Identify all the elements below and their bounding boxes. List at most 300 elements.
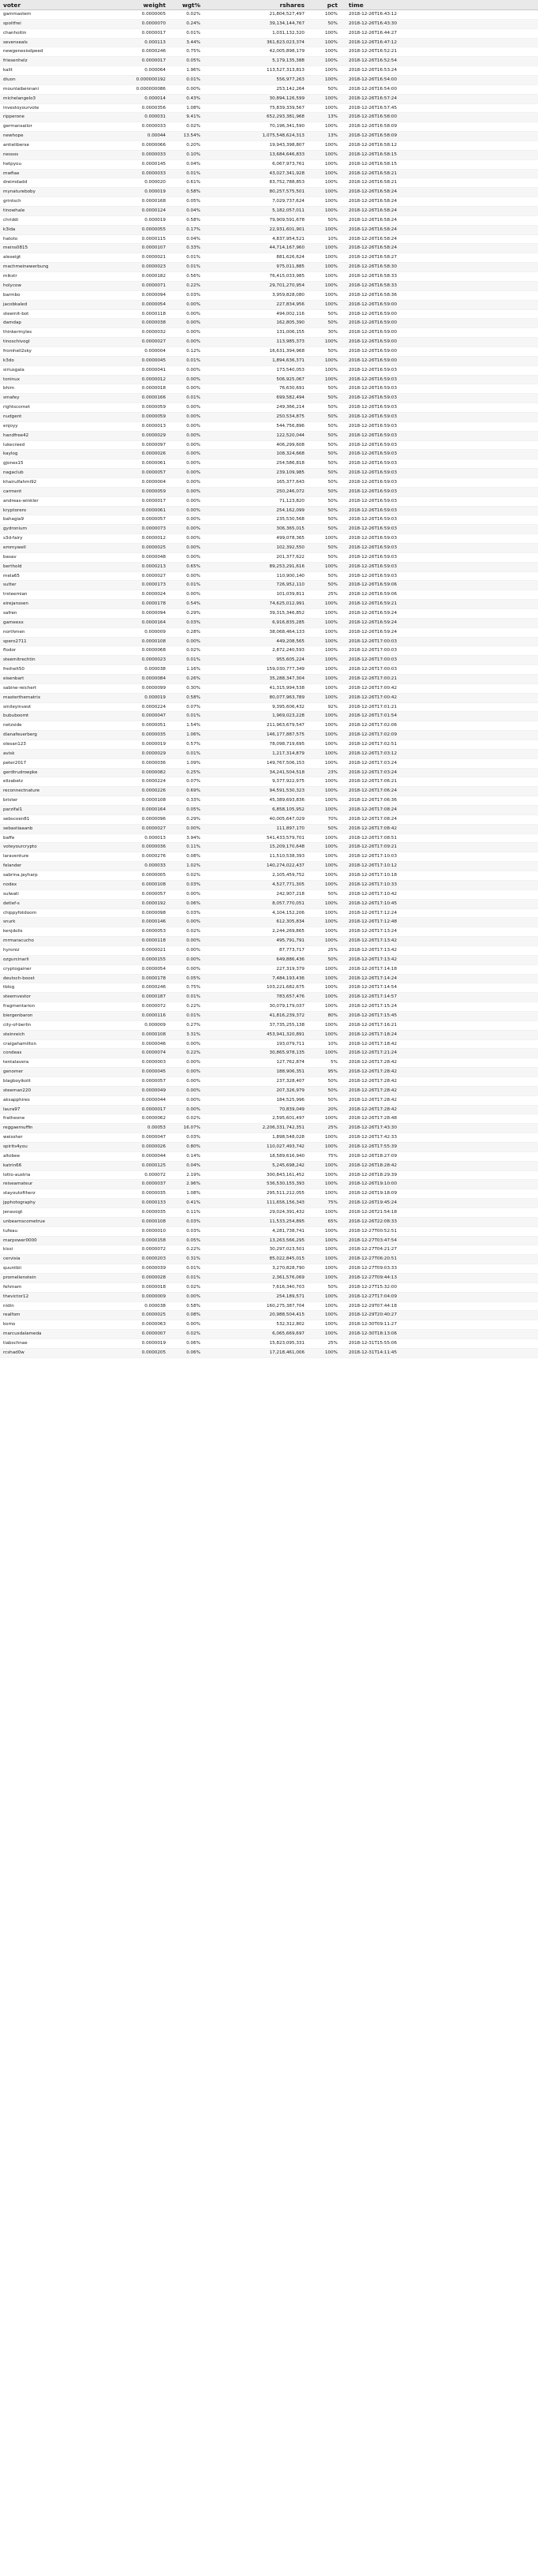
voter-cell[interactable]: dreimdadd [0, 178, 93, 188]
weight-cell: 0.00053 [93, 1124, 169, 1133]
voter-cell[interactable]: grintsch [0, 197, 93, 207]
voter-cell[interactable]: katrin66 [0, 1161, 93, 1170]
voter-cell[interactable]: spero2711 [0, 637, 93, 646]
table-row [0, 281, 538, 290]
table-row [0, 384, 538, 394]
pct-cell: 23% [308, 768, 341, 777]
voter-cell[interactable]: eirejanssen [0, 600, 93, 609]
voter-cell[interactable]: unbearnscometrue [0, 1217, 93, 1226]
pct-cell: 100% [308, 28, 341, 38]
rshares-cell: 4,281,738,741 [204, 1226, 308, 1236]
voter-cell[interactable]: steemitrechtin [0, 656, 93, 665]
voter-cell[interactable]: mounlaibennani [0, 84, 93, 94]
voter-cell[interactable]: masterthematrix [0, 693, 93, 702]
voter-cell[interactable]: rcshad0w [0, 1348, 93, 1357]
weight-cell: 0.0000059 [93, 403, 169, 413]
voter-cell[interactable]: ripperone [0, 113, 93, 122]
column-header-voter[interactable]: voter [0, 0, 93, 10]
weight-percent-cell: 3.44% [169, 38, 204, 47]
weight-cell: 0.0000108 [93, 880, 169, 889]
voter-cell[interactable]: nagaclub [0, 469, 93, 478]
rshares-cell: 18,589,616,940 [204, 1151, 308, 1161]
voter-cell[interactable]: toninux [0, 375, 93, 384]
weight-cell: 0.0000027 [93, 571, 169, 581]
voter-cell[interactable]: sebscoen81 [0, 814, 93, 824]
voter-cell[interactable]: flodor [0, 646, 93, 656]
voter-cell[interactable]: steemvestor [0, 993, 93, 1002]
voter-cell[interactable]: weissher [0, 1133, 93, 1143]
weight-percent-cell: 0.01% [169, 356, 204, 365]
voter-cell[interactable]: olesan123 [0, 740, 93, 750]
voter-cell[interactable]: kalit [0, 66, 93, 76]
rshares-cell: 43,027,341,928 [204, 169, 308, 178]
pct-cell: 100% [308, 10, 341, 20]
weight-cell: 0.0000047 [93, 712, 169, 721]
voter-cell[interactable]: diuon [0, 76, 93, 85]
voter-cell[interactable]: marcusdalameda [0, 1330, 93, 1339]
table-row [0, 94, 538, 103]
rshares-cell: 6,858,105,952 [204, 806, 308, 815]
rshares-cell: 1,969,023,228 [204, 712, 308, 721]
time-cell: 2018-12-26T17:14:54 [341, 983, 538, 993]
table-row [0, 600, 538, 609]
voter-cell[interactable]: thinkermyles [0, 328, 93, 338]
table-row [0, 609, 538, 619]
table-row [0, 487, 538, 496]
voter-cell[interactable]: tufeau [0, 1226, 93, 1236]
voter-cell[interactable]: eisenbart [0, 675, 93, 684]
table-row [0, 253, 538, 263]
weight-percent-cell: 0.03% [169, 1226, 204, 1236]
voter-cell[interactable]: trsteemian [0, 590, 93, 600]
rshares-cell: 70,839,049 [204, 1105, 308, 1114]
weight-percent-cell: 0.00% [169, 375, 204, 384]
weight-percent-cell: 0.33% [169, 796, 204, 806]
time-cell: 2018-12-27T17:04:09 [341, 1292, 538, 1301]
voter-cell[interactable]: bhim [0, 384, 93, 394]
weight-percent-cell: 0.00% [169, 384, 204, 394]
voter-cell[interactable]: gjones15 [0, 459, 93, 469]
table-row [0, 66, 538, 76]
voter-cell[interactable]: holycow [0, 281, 93, 290]
voter-cell[interactable]: biergenbaron [0, 1011, 93, 1020]
weight-cell: 0.0000057 [93, 515, 169, 525]
weight-percent-cell: 0.01% [169, 1011, 204, 1020]
weight-percent-cell: 0.02% [169, 1330, 204, 1339]
voter-cell[interactable]: mikstr [0, 272, 93, 282]
time-cell: 2018-12-26T16:59:03 [341, 450, 538, 459]
time-cell: 2018-12-26T16:59:03 [341, 469, 538, 478]
weight-percent-cell: 0.00% [169, 1292, 204, 1301]
voter-cell[interactable]: jacobkaled [0, 300, 93, 309]
voter-cell[interactable]: sutter [0, 581, 93, 590]
table-row [0, 1076, 538, 1086]
voter-cell[interactable]: deutsch-boost [0, 974, 93, 983]
voter-cell[interactable]: tinowhale [0, 207, 93, 216]
table-row [0, 731, 538, 740]
voter-cell[interactable]: mela65 [0, 571, 93, 581]
voter-cell[interactable]: meins0815 [0, 244, 93, 253]
voter-cell[interactable]: hatoto [0, 234, 93, 244]
voter-cell[interactable]: kenjdolis [0, 927, 93, 937]
rshares-cell: 536,530,155,393 [204, 1180, 308, 1189]
time-cell: 2018-12-26T17:00:21 [341, 675, 538, 684]
voter-cell[interactable]: nidin [0, 1301, 93, 1311]
voter-cell[interactable]: stayoutoftherz [0, 1189, 93, 1199]
voter-cell[interactable]: freihelt50 [0, 665, 93, 675]
voter-cell[interactable]: berthold [0, 562, 93, 571]
voter-cell[interactable]: thevictor12 [0, 1292, 93, 1301]
weight-percent-cell: 0.29% [169, 814, 204, 824]
weight-percent-cell: 1.16% [169, 665, 204, 675]
voter-cell[interactable]: andreas-winkler [0, 496, 93, 506]
weight-percent-cell: 0.02% [169, 1282, 204, 1292]
table-row [0, 225, 538, 234]
voter-cell[interactable]: fromhell2sky [0, 346, 93, 356]
voter-cell[interactable]: safren [0, 609, 93, 619]
voter-cell[interactable]: s3d-fairy [0, 534, 93, 544]
voter-cell[interactable]: sabine-reichert [0, 683, 93, 693]
voter-cell[interactable]: friesenhelz [0, 57, 93, 66]
time-cell: 2018-12-26T16:59:00 [341, 338, 538, 347]
voter-cell[interactable]: northmen [0, 627, 93, 637]
voter-cell[interactable]: chanhoitin [0, 28, 93, 38]
voter-cell[interactable]: mynatureboby [0, 188, 93, 197]
weight-percent-cell: 2.96% [169, 1180, 204, 1189]
pct-cell: 100% [308, 562, 341, 571]
weight-cell: 0.0000164 [93, 806, 169, 815]
voter-cell[interactable]: carment [0, 487, 93, 496]
voter-cell[interactable]: rightscornet [0, 403, 93, 413]
voter-cell[interactable]: komo [0, 1320, 93, 1330]
voter-cell[interactable]: damdap [0, 319, 93, 328]
weight-cell: 0.0000182 [93, 272, 169, 282]
voter-cell[interactable]: elizabetz [0, 777, 93, 787]
voter-cell[interactable]: city-of-berlin [0, 1020, 93, 1030]
table-row [0, 197, 538, 207]
weight-percent-cell: 0.00% [169, 590, 204, 600]
voter-cell[interactable]: cryptogainer [0, 964, 93, 974]
voter-cell[interactable]: smafey [0, 394, 93, 403]
table-row [0, 768, 538, 777]
weight-percent-cell: 0.00% [169, 552, 204, 562]
voter-cell[interactable]: reggaemuffin [0, 1124, 93, 1133]
voter-cell[interactable]: michelangelo3 [0, 94, 93, 103]
weight-cell: 0.0000224 [93, 777, 169, 787]
voter-cell[interactable]: machmeinewerbung [0, 263, 93, 272]
time-cell: 2018-12-31T15:55:06 [341, 1339, 538, 1349]
table-row [0, 328, 538, 338]
table-row [0, 1208, 538, 1218]
pct-cell: 100% [308, 693, 341, 702]
table-row [0, 955, 538, 964]
voter-cell[interactable]: alexeigt [0, 253, 93, 263]
time-cell: 2018-12-26T17:10:33 [341, 880, 538, 889]
voter-cell[interactable]: kissi [0, 1245, 93, 1255]
pct-cell: 100% [308, 740, 341, 750]
voter-cell[interactable]: gydronium [0, 525, 93, 534]
table-row [0, 833, 538, 843]
pct-cell: 50% [308, 581, 341, 590]
voter-cell[interactable]: nodex [0, 880, 93, 889]
voter-cell[interactable]: newgenesisdpeed [0, 47, 93, 57]
weight-cell: 0.000064 [93, 66, 169, 76]
time-cell: 2018-12-27T03:47:54 [341, 1236, 538, 1245]
pct-cell: 50% [308, 1076, 341, 1086]
voter-cell[interactable]: peter2017 [0, 758, 93, 768]
voter-cell[interactable]: mrmaracucho [0, 937, 93, 946]
voter-cell[interactable]: kryptorero [0, 506, 93, 515]
table-row [0, 477, 538, 487]
pct-cell: 100% [308, 300, 341, 309]
rshares-cell: 6,067,973,761 [204, 159, 308, 169]
voter-cell[interactable]: spoitfrei [0, 19, 93, 28]
voter-cell[interactable]: hyroniz [0, 945, 93, 955]
voter-cell[interactable]: newhope [0, 132, 93, 141]
voter-cell[interactable]: bahagia9 [0, 515, 93, 525]
weight-cell: 0.0000028 [93, 1274, 169, 1283]
weight-cell: 0.0000035 [93, 1189, 169, 1199]
voter-cell[interactable]: tiabschnae [0, 1339, 93, 1349]
table-row [0, 983, 538, 993]
voter-cell[interactable]: k3do [0, 356, 93, 365]
weight-cell: 0.0000007 [93, 1330, 169, 1339]
voter-cell[interactable]: steemit-bot [0, 309, 93, 319]
voter-cell[interactable]: kaylog [0, 450, 93, 459]
weight-cell: 0.0000041 [93, 365, 169, 375]
voter-cell[interactable]: mwfiae [0, 169, 93, 178]
weight-percent-cell: 0.01% [169, 1264, 204, 1274]
table-row [0, 356, 538, 365]
weight-percent-cell: 0.02% [169, 871, 204, 881]
voter-cell[interactable]: promelienstein [0, 1274, 93, 1283]
column-header-weight[interactable]: weight [93, 0, 169, 10]
weight-cell: 0.0000005 [93, 10, 169, 20]
voter-cell[interactable]: siriusgala [0, 365, 93, 375]
voter-cell[interactable]: altobee [0, 1151, 93, 1161]
rshares-cell: 80,077,963,789 [204, 693, 308, 702]
pct-cell: 50% [308, 403, 341, 413]
table-row [0, 421, 538, 431]
voter-cell[interactable]: blagboyikott [0, 1076, 93, 1086]
weight-cell: 0.0000035 [93, 1208, 169, 1218]
time-cell: 2018-12-26T16:58:09 [341, 122, 538, 132]
rshares-cell: 110,900,140 [204, 571, 308, 581]
voter-cell[interactable]: jenavogt [0, 1208, 93, 1218]
rshares-cell: 13,263,566,295 [204, 1236, 308, 1245]
voter-cell[interactable]: sevenseals [0, 38, 93, 47]
voter-cell[interactable]: voteyourcrypto [0, 843, 93, 852]
voter-cell[interactable]: avisk [0, 749, 93, 758]
voter-cell[interactable]: dianafeuerberg [0, 731, 93, 740]
time-cell: 2018-12-26T16:58:24 [341, 188, 538, 197]
table-row [0, 843, 538, 852]
rshares-cell: 361,823,023,374 [204, 38, 308, 47]
weight-percent-cell: 1.08% [169, 103, 204, 113]
rshares-cell: 102,392,550 [204, 543, 308, 552]
pct-cell: 100% [308, 253, 341, 263]
pct-cell: 50% [308, 543, 341, 552]
voter-cell[interactable]: aksapphires [0, 1095, 93, 1105]
time-cell: 2018-12-26T17:14:18 [341, 964, 538, 974]
rshares-cell: 122,520,044 [204, 431, 308, 440]
rshares-cell: 699,582,494 [204, 394, 308, 403]
table-row [0, 618, 538, 627]
rshares-cell: 6,916,835,285 [204, 618, 308, 627]
voter-cell[interactable]: sabrina.jayharp [0, 871, 93, 881]
weight-cell: 0.0000048 [93, 552, 169, 562]
time-cell: 2018-12-26T17:13:42 [341, 937, 538, 946]
time-cell: 2018-12-26T16:59:03 [341, 394, 538, 403]
voter-cell[interactable]: craigahamilton [0, 1039, 93, 1049]
pct-cell: 100% [308, 1049, 341, 1058]
weight-cell: 0.0000074 [93, 1049, 169, 1058]
rshares-cell: 7,484,193,436 [204, 974, 308, 983]
time-cell: 2018-12-26T16:59:03 [341, 552, 538, 562]
pct-cell: 50% [308, 309, 341, 319]
voter-cell[interactable]: lukecreed [0, 440, 93, 450]
table-row [0, 375, 538, 384]
weight-percent-cell: 0.04% [169, 159, 204, 169]
voter-cell[interactable]: tinoschivogl [0, 338, 93, 347]
voter-cell[interactable]: tentalavera [0, 1058, 93, 1068]
pct-cell: 13% [308, 132, 341, 141]
weight-percent-cell: 0.03% [169, 618, 204, 627]
time-cell: 2018-12-26T17:03:24 [341, 768, 538, 777]
voter-cell[interactable]: gerdtrudroepke [0, 768, 93, 777]
rshares-cell: 227,319,379 [204, 964, 308, 974]
voter-cell[interactable]: sulwati [0, 889, 93, 899]
voter-cell[interactable]: cervisia [0, 1255, 93, 1264]
voter-cell[interactable]: hetpyou [0, 159, 93, 169]
voter-cell[interactable]: tblog [0, 983, 93, 993]
voter-cell[interactable]: gammastern [0, 10, 93, 20]
weight-percent-cell: 0.06% [169, 1339, 204, 1349]
voter-cell[interactable]: baffe [0, 833, 93, 843]
voter-cell[interactable]: condeas [0, 1049, 93, 1058]
time-cell: 2018-12-26T17:06:24 [341, 787, 538, 796]
voter-cell[interactable]: lotto-austria [0, 1170, 93, 1180]
voter-cell[interactable]: investoyourvote [0, 103, 93, 113]
time-cell: 2018-12-26T17:00:03 [341, 646, 538, 656]
rshares-cell: 37,735,255,138 [204, 1020, 308, 1030]
voter-cell[interactable]: ozgurcinarli [0, 955, 93, 964]
voter-cell[interactable]: marpower0000 [0, 1236, 93, 1245]
voter-cell[interactable]: antieliberse [0, 141, 93, 151]
rshares-cell: 80,257,575,501 [204, 188, 308, 197]
voter-cell[interactable]: enjoyy [0, 421, 93, 431]
column-header-time[interactable]: time [341, 0, 538, 10]
table-row [0, 675, 538, 684]
table-row [0, 777, 538, 787]
weight-cell: 0.0000046 [93, 1039, 169, 1049]
table-row [0, 1339, 538, 1349]
weight-cell: 0.0000094 [93, 290, 169, 300]
voter-cell[interactable]: basav [0, 552, 93, 562]
voter-cell[interactable]: germansailor [0, 122, 93, 132]
voter-cell[interactable]: steeman220 [0, 1086, 93, 1095]
voter-cell[interactable]: laura97 [0, 1105, 93, 1114]
pct-cell: 50% [308, 496, 341, 506]
rshares-cell: 45,389,693,836 [204, 796, 308, 806]
rshares-cell: 652,293,381,968 [204, 113, 308, 122]
voter-cell[interactable]: quuntbii [0, 1264, 93, 1274]
time-cell: 2018-12-26T16:58:15 [341, 150, 538, 159]
voter-cell[interactable]: fratheone [0, 1114, 93, 1124]
table-row [0, 1020, 538, 1030]
column-header-weight-percent[interactable]: wgt% [169, 0, 204, 10]
weight-cell: 0.0000053 [93, 927, 169, 937]
voter-cell[interactable]: netzside [0, 721, 93, 731]
voter-cell[interactable]: detlef-s [0, 899, 93, 908]
voter-cell[interactable]: fehmam [0, 1282, 93, 1292]
voter-cell[interactable]: chippyfotdoorn [0, 908, 93, 918]
voter-cell[interactable]: barmbo [0, 290, 93, 300]
weight-cell: 0.0000039 [93, 1264, 169, 1274]
voter-cell[interactable]: laraventure [0, 852, 93, 862]
voter-cell[interactable]: felander [0, 862, 93, 871]
weight-cell: 0.0000082 [93, 768, 169, 777]
time-cell: 2018-12-26T16:58:36 [341, 290, 538, 300]
rshares-cell: 532,312,802 [204, 1320, 308, 1330]
voter-cell[interactable]: k3ida [0, 225, 93, 234]
voter-cell[interactable]: gameexx [0, 618, 93, 627]
voter-cell[interactable]: parzifal1 [0, 806, 93, 815]
voter-cell[interactable]: brister [0, 796, 93, 806]
table-row [0, 1039, 538, 1049]
voter-cell[interactable]: reiseamateur [0, 1180, 93, 1189]
voter-cell[interactable]: reconnectnature [0, 787, 93, 796]
weight-percent-cell: 0.17% [169, 225, 204, 234]
rshares-cell: 15,823,095,331 [204, 1339, 308, 1349]
voter-cell[interactable]: snurk [0, 918, 93, 927]
weight-percent-cell: 0.00% [169, 1086, 204, 1095]
voter-cell[interactable]: smileyinvest [0, 702, 93, 712]
table-row [0, 365, 538, 375]
voter-cell[interactable]: steinreich [0, 1030, 93, 1039]
weight-percent-cell: 0.22% [169, 281, 204, 290]
voter-cell[interactable]: emmywell [0, 543, 93, 552]
voter-cell[interactable]: realfom [0, 1311, 93, 1320]
voter-cell[interactable]: bububoomt [0, 712, 93, 721]
pct-cell: 100% [308, 1133, 341, 1143]
table-row [0, 712, 538, 721]
table-row [0, 552, 538, 562]
weight-percent-cell: 0.54% [169, 600, 204, 609]
time-cell: 2018-12-26T16:57:45 [341, 103, 538, 113]
voter-cell[interactable]: nudgent [0, 412, 93, 421]
voter-cell[interactable]: fragmentarion [0, 1002, 93, 1012]
weight-cell: 0.0000099 [93, 683, 169, 693]
rshares-cell: 250,246,072 [204, 487, 308, 496]
voter-cell[interactable]: jpphotography [0, 1199, 93, 1208]
voter-cell[interactable]: sebastiaaanb [0, 824, 93, 833]
rshares-cell: 2,105,459,752 [204, 871, 308, 881]
weight-cell: 0.0000024 [93, 590, 169, 600]
weight-cell: 0.0000009 [93, 1292, 169, 1301]
weight-percent-cell: 0.11% [169, 1208, 204, 1218]
weight-cell: 0.0000094 [93, 609, 169, 619]
column-header-pct[interactable]: pct [308, 0, 341, 10]
column-header-rshares[interactable]: rshares [204, 0, 308, 10]
voter-cell[interactable]: handfree42 [0, 431, 93, 440]
voter-cell[interactable]: nessos [0, 150, 93, 159]
weight-cell: 0.0000115 [93, 234, 169, 244]
voter-cell[interactable]: khairulfahmi92 [0, 477, 93, 487]
voter-cell[interactable]: genomer [0, 1068, 93, 1077]
voter-cell[interactable]: spirits4you [0, 1142, 93, 1151]
voter-cell[interactable]: chriddi [0, 215, 93, 225]
